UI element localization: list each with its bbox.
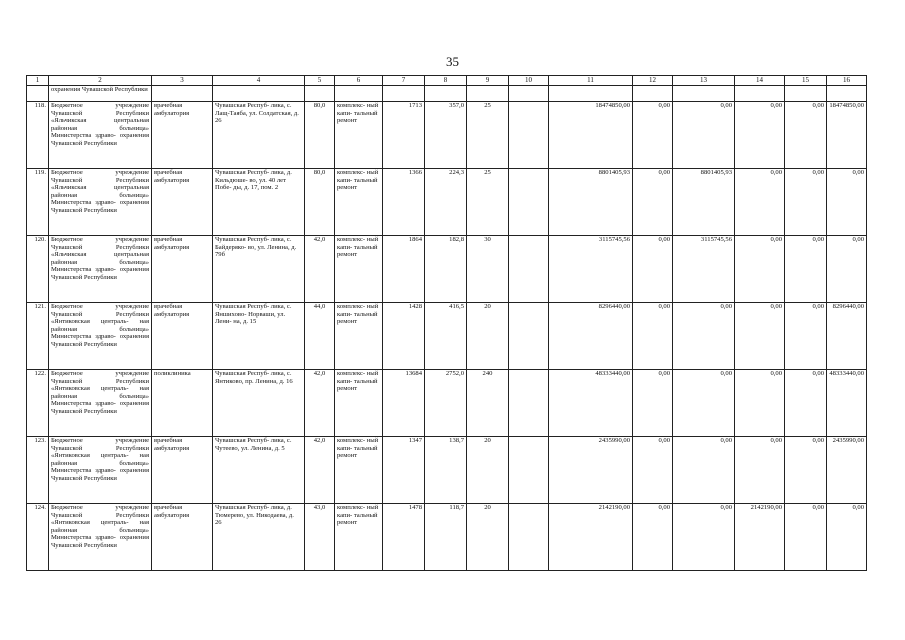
cell-col12: 0,00 [633, 102, 673, 169]
cell-col7: 1366 [383, 169, 425, 236]
cell-col9: 240 [467, 370, 509, 437]
cell-col7: 1864 [383, 236, 425, 303]
cell-facility-type: врачебная амбулатория [152, 437, 213, 504]
cell-col15: 0,00 [785, 504, 827, 571]
cell-total-cost: 18474850,00 [549, 102, 633, 169]
column-header-13: 13 [673, 76, 735, 86]
column-header-8: 8 [425, 76, 467, 86]
cell-col8: 416,5 [425, 303, 467, 370]
column-header-5: 5 [305, 76, 335, 86]
cell-index: 118. [27, 102, 49, 169]
cell-col13: 0,00 [673, 370, 735, 437]
cell-col13: 0,00 [673, 303, 735, 370]
facilities-table [26, 75, 867, 571]
cell-col15: 0,00 [785, 437, 827, 504]
cell-total-cost: 3115745,56 [549, 236, 633, 303]
cell-facility-type: врачебная амбулатория [152, 303, 213, 370]
cell-col16: 0,00 [827, 169, 867, 236]
cell-col9: 25 [467, 169, 509, 236]
cell-col10 [509, 169, 549, 236]
cell-col7: 1428 [383, 303, 425, 370]
cell-total-cost: 2142190,00 [549, 504, 633, 571]
cell-col12: 0,00 [633, 169, 673, 236]
cell-col7: 1478 [383, 504, 425, 571]
cell-col12: 0,00 [633, 504, 673, 571]
cell-address: Чувашская Респуб- лика, с. Лащ-Таяба, ул. Солдатская, д. 26 [213, 102, 305, 169]
cell-total-cost: 8801405,93 [549, 169, 633, 236]
cell-index: 123. [27, 437, 49, 504]
continuation-row [27, 86, 867, 102]
table-row [27, 236, 867, 303]
cell-col14: 0,00 [735, 102, 785, 169]
cell-index: 124. [27, 504, 49, 571]
table-row [27, 303, 867, 370]
column-header-4: 4 [213, 76, 305, 86]
cell-col16: 18474850,00 [827, 102, 867, 169]
cell-col12: 0,00 [633, 236, 673, 303]
cell-col10 [509, 236, 549, 303]
cell-index: 119. [27, 169, 49, 236]
cell-col5: 44,0 [305, 303, 335, 370]
cell-col8: 357,0 [425, 102, 467, 169]
cell-col15: 0,00 [785, 236, 827, 303]
cell-index: 120. [27, 236, 49, 303]
column-header-2: 2 [49, 76, 152, 86]
cell-total-cost: 2435990,00 [549, 437, 633, 504]
cell-col10 [509, 102, 549, 169]
cell-col8: 182,8 [425, 236, 467, 303]
table-row [27, 504, 867, 571]
cell-col14: 0,00 [735, 303, 785, 370]
cell-facility-type: врачебная амбулатория [152, 102, 213, 169]
cell-organization: Бюджетное учреждение Чувашской Республики «Янтиковская централь- ная районная больница» Министерства здраво- охранения Чувашской Республики [49, 303, 152, 370]
cell-col12: 0,00 [633, 370, 673, 437]
cell-col5: 42,0 [305, 236, 335, 303]
cell-col14: 0,00 [735, 236, 785, 303]
cell-col16: 2435990,00 [827, 437, 867, 504]
column-header-15: 15 [785, 76, 827, 86]
cell-total-cost: 48333440,00 [549, 370, 633, 437]
cell-col14: 0,00 [735, 169, 785, 236]
cell-col15: 0,00 [785, 102, 827, 169]
cell-col13: 3115745,56 [673, 236, 735, 303]
cell-address: Чувашская Респуб- лика, с. Байдеряко- во, ул. Ленина, д. 79б [213, 236, 305, 303]
cell-col9: 30 [467, 236, 509, 303]
table-row [27, 370, 867, 437]
column-header-11: 11 [549, 76, 633, 86]
cell-total-cost: 8296440,00 [549, 303, 633, 370]
cell-col15: 0,00 [785, 303, 827, 370]
cell-index: 121. [27, 303, 49, 370]
cell-address: Чувашская Респуб- лика, д. Кильдюше- во, ул. 40 лет Побе- ды, д. 17, пом. 2 [213, 169, 305, 236]
column-header-16: 16 [827, 76, 867, 86]
cell-col12: 0,00 [633, 437, 673, 504]
cell-col7: 1347 [383, 437, 425, 504]
cell-col13: 0,00 [673, 102, 735, 169]
column-header-10: 10 [509, 76, 549, 86]
cell-col7: 13684 [383, 370, 425, 437]
cell-col5: 43,0 [305, 504, 335, 571]
cell-col14: 2142190,00 [735, 504, 785, 571]
cell-organization: Бюджетное учреждение Чувашской Республики «Яльчикская центральная районная больница» Министерства здраво- охранения Чувашской Республики [49, 102, 152, 169]
cell-col14: 0,00 [735, 437, 785, 504]
cell-col8: 2752,0 [425, 370, 467, 437]
cell-col5: 42,0 [305, 437, 335, 504]
cell-organization: Бюджетное учреждение Чувашской Республики «Янтиковская централь- ная районная больница» Министерства здраво- охранения Чувашской Республики [49, 504, 152, 571]
cell-col9: 20 [467, 303, 509, 370]
cell-col9: 20 [467, 504, 509, 571]
cell-col10 [509, 504, 549, 571]
cell-address: Чувашская Респуб- лика, с. Янтиково, пр. Ленина, д. 16 [213, 370, 305, 437]
cell-col16: 0,00 [827, 504, 867, 571]
cell-organization: Бюджетное учреждение Чувашской Республики «Яльчикская центральная районная больница» Министерства здраво- охранения Чувашской Республики [49, 236, 152, 303]
cell-col5: 42,0 [305, 370, 335, 437]
table-row [27, 102, 867, 169]
cell-col10 [509, 437, 549, 504]
page-number: 35 [446, 54, 459, 69]
column-header-1: 1 [27, 76, 49, 86]
cell-col9: 25 [467, 102, 509, 169]
cell-col8: 224,3 [425, 169, 467, 236]
cell-address: Чувашская Респуб- лика, с. Яншихово- Норваши, ул. Лени- на, д. 15 [213, 303, 305, 370]
cell-work-type: комплекс- ный капи- тальный ремонт [335, 504, 383, 571]
cell-col8: 138,7 [425, 437, 467, 504]
cell-col14: 0,00 [735, 370, 785, 437]
cell-work-type: комплекс- ный капи- тальный ремонт [335, 169, 383, 236]
cell-facility-type: врачебная амбулатория [152, 169, 213, 236]
cell-facility-type: поликлиника [152, 370, 213, 437]
cell-col15: 0,00 [785, 370, 827, 437]
cell-work-type: комплекс- ный капи- тальный ремонт [335, 102, 383, 169]
cell-col16: 48333440,00 [827, 370, 867, 437]
column-header-14: 14 [735, 76, 785, 86]
cell-organization: Бюджетное учреждение Чувашской Республики «Янтиковская централь- ная районная больница» Министерства здраво- охранения Чувашской Республики [49, 370, 152, 437]
cell-col5: 80,0 [305, 169, 335, 236]
cell-col8: 118,7 [425, 504, 467, 571]
cell-facility-type: врачебная амбулатория [152, 236, 213, 303]
table-row [27, 437, 867, 504]
column-header-7: 7 [383, 76, 425, 86]
cell-organization: охранения Чувашской Республики [49, 86, 152, 102]
cell-col13: 0,00 [673, 504, 735, 571]
cell-col5: 80,0 [305, 102, 335, 169]
cell-col7: 1713 [383, 102, 425, 169]
cell-facility-type: врачебная амбулатория [152, 504, 213, 571]
cell-col13: 8801405,93 [673, 169, 735, 236]
cell-col15: 0,00 [785, 169, 827, 236]
cell-idx [27, 86, 49, 102]
cell-organization: Бюджетное учреждение Чувашской Республики «Яльчикская центральная районная больница» Министерства здраво- охранения Чувашской Республики [49, 169, 152, 236]
cell-col9: 20 [467, 437, 509, 504]
cell-organization: Бюджетное учреждение Чувашской Республики «Янтиковская централь- ная районная больница» Министерства здраво- охранения Чувашской Республики [49, 437, 152, 504]
cell-col10 [509, 370, 549, 437]
column-header-12: 12 [633, 76, 673, 86]
cell-address: Чувашская Респуб- лика, д. Тюмерево, ул. Никодаева, д. 26 [213, 504, 305, 571]
column-header-9: 9 [467, 76, 509, 86]
column-header-6: 6 [335, 76, 383, 86]
cell-work-type: комплекс- ный капи- тальный ремонт [335, 370, 383, 437]
cell-address: Чувашская Респуб- лика, с. Чутеево, ул. Ленина, д. 5 [213, 437, 305, 504]
cell-col13: 0,00 [673, 437, 735, 504]
cell-col10 [509, 303, 549, 370]
cell-index: 122. [27, 370, 49, 437]
cell-work-type: комплекс- ный капи- тальный ремонт [335, 437, 383, 504]
cell-col16: 8296440,00 [827, 303, 867, 370]
cell-col12: 0,00 [633, 303, 673, 370]
cell-work-type: комплекс- ный капи- тальный ремонт [335, 303, 383, 370]
column-number-row [27, 76, 867, 86]
column-header-3: 3 [152, 76, 213, 86]
cell-work-type: комплекс- ный капи- тальный ремонт [335, 236, 383, 303]
cell-col16: 0,00 [827, 236, 867, 303]
table-row [27, 169, 867, 236]
